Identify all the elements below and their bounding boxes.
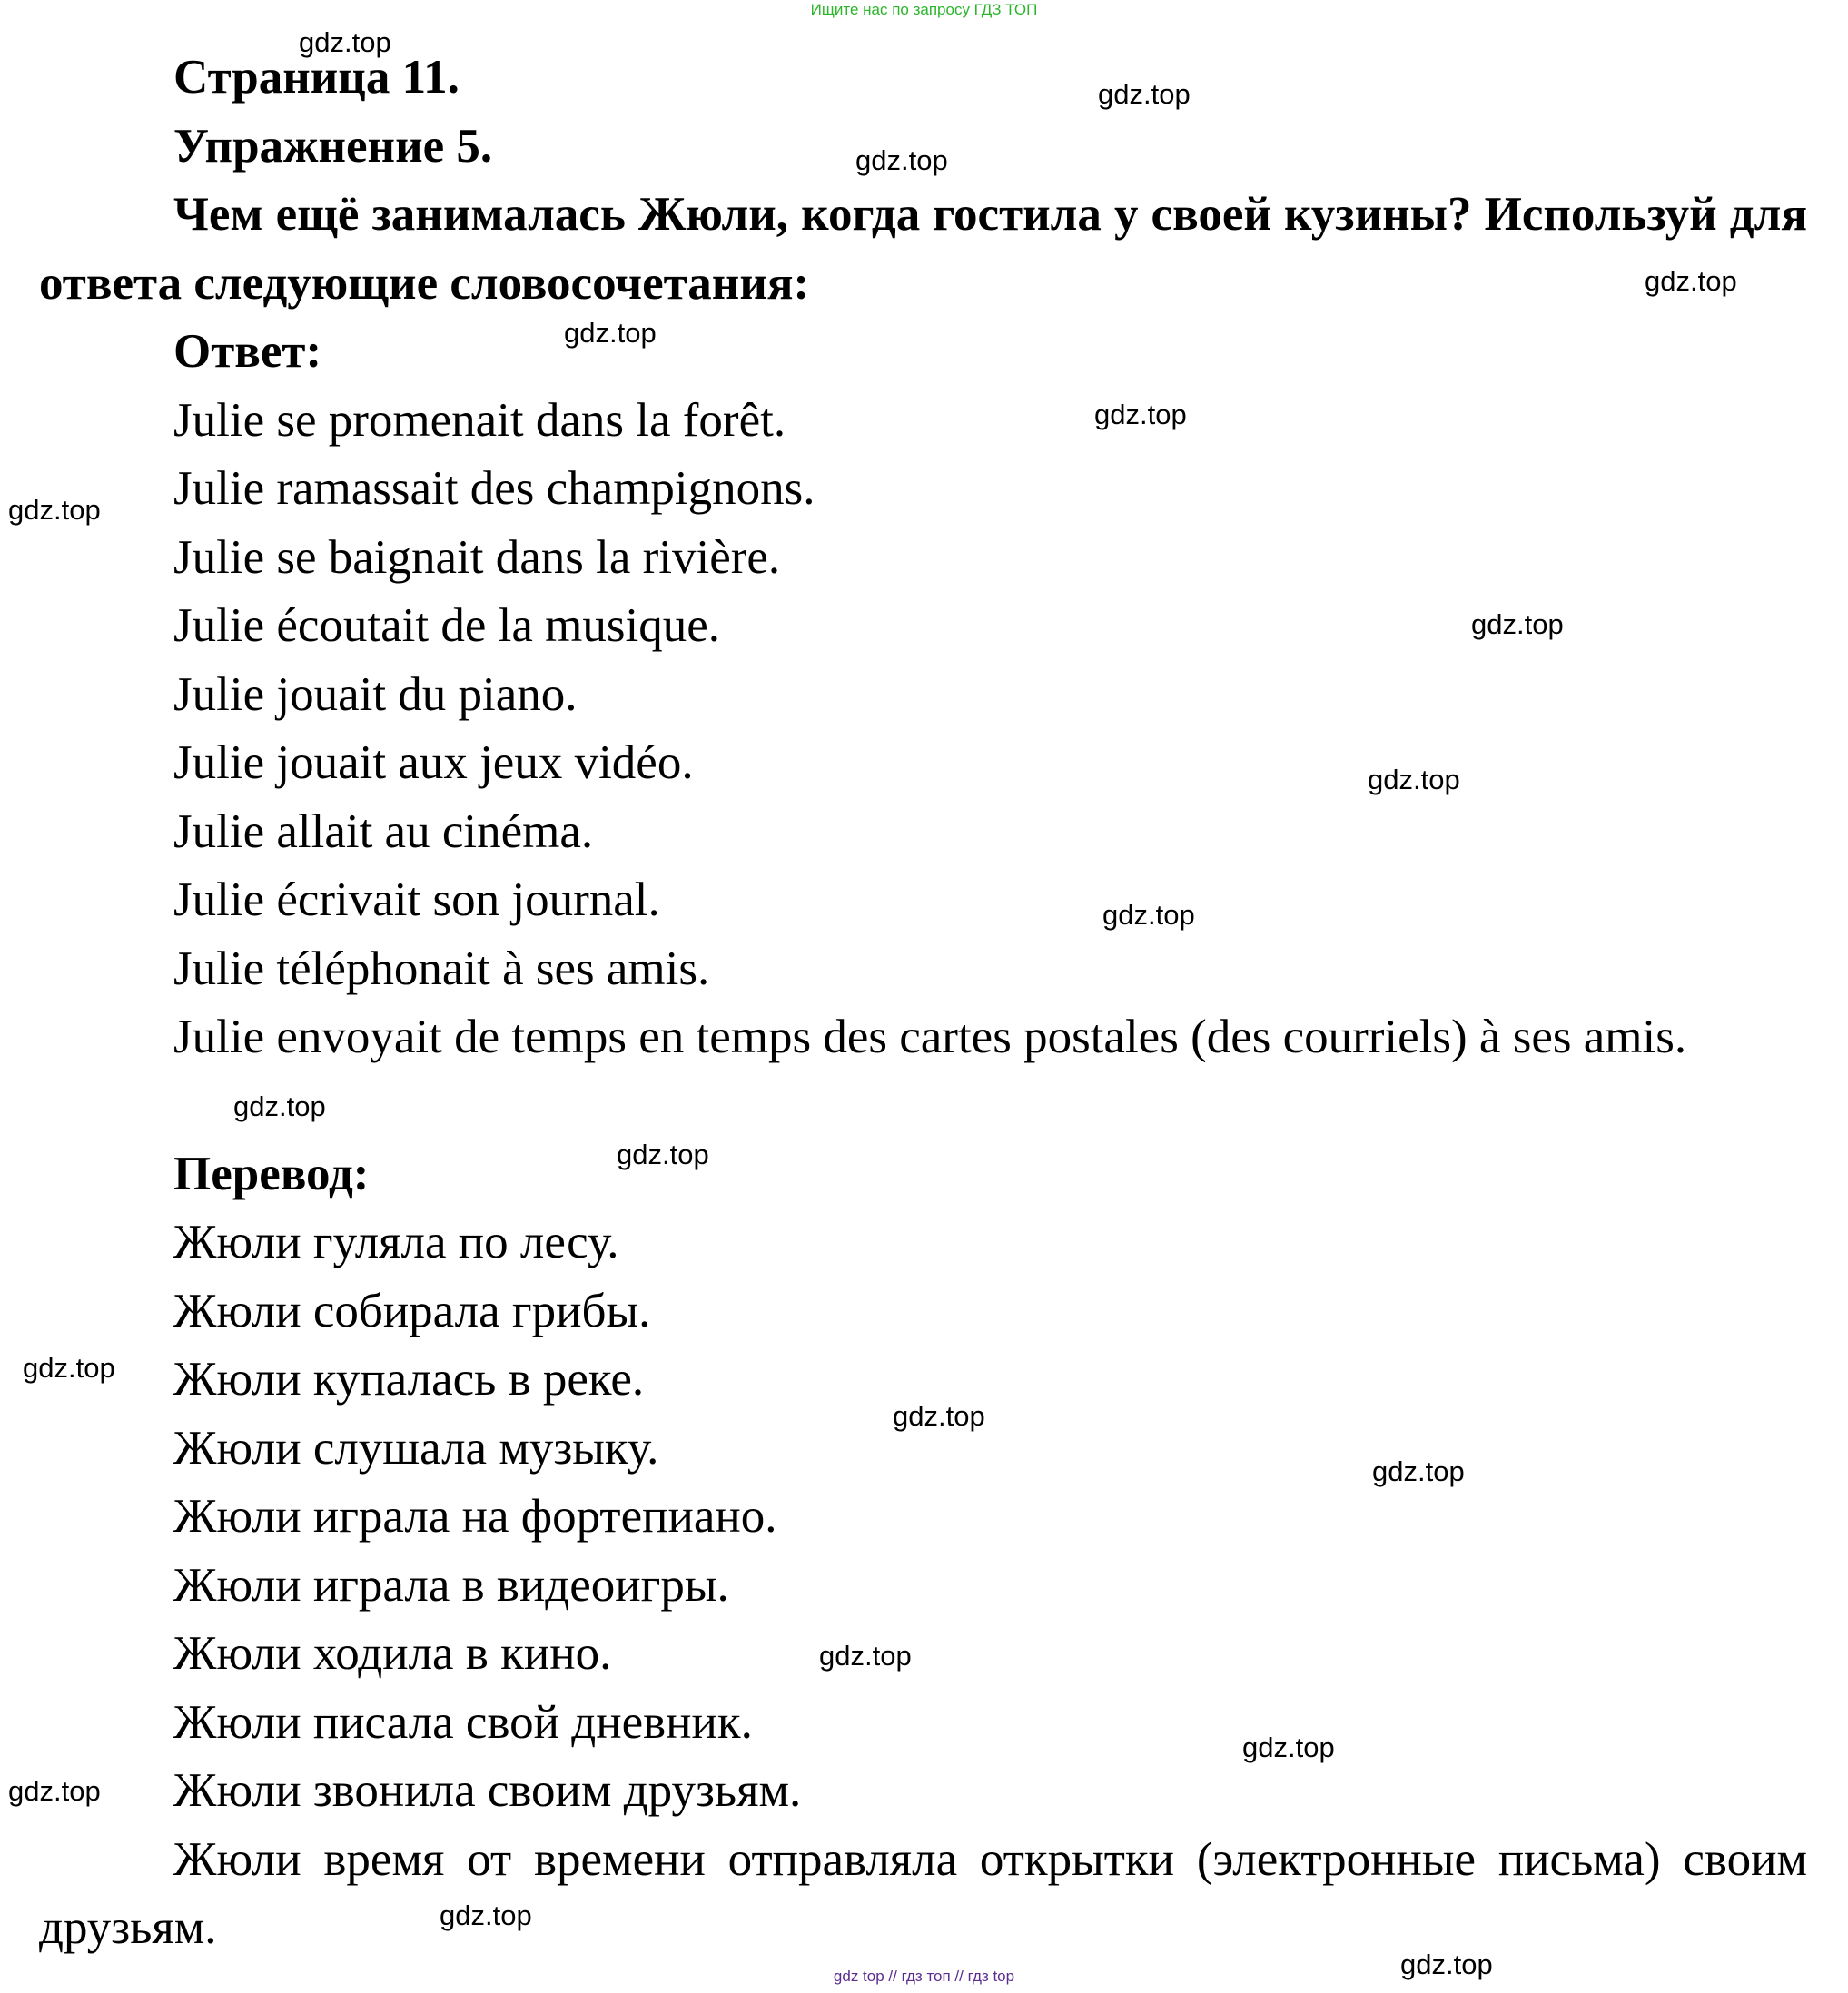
translation-line-last: Жюли время от времени отправляла открытки (электронные письма) своим друзьям. <box>39 1832 1807 1954</box>
translation-line: Жюли ходила в кино. <box>173 1627 612 1680</box>
watermark: gdz.top <box>8 494 101 526</box>
watermark: gdz.top <box>1372 1455 1465 1487</box>
translation-line: Жюли писала свой дневник. <box>173 1695 753 1749</box>
task-text: Чем ещё занималась Жюли, когда гостила у своей кузины? Используй для ответа следующие словосочетания: <box>39 188 1807 310</box>
watermark: gdz.top <box>564 317 657 349</box>
watermark: gdz.top <box>1400 1949 1493 1980</box>
exercise-title: Упражнение 5. <box>173 119 493 173</box>
answer-heading: Ответ: <box>173 325 322 378</box>
translation-line: Жюли слушала музыку. <box>173 1421 659 1475</box>
answer-line: Julie téléphonait à ses amis. <box>173 942 710 995</box>
page-title: Страница 11. <box>173 51 460 104</box>
watermark: gdz.top <box>617 1139 709 1170</box>
answer-line: Julie envoyait de temps en temps des cartes postales (des courriels) à ses amis. <box>173 1011 1687 1063</box>
translation-line: Жюли играла в видеоигры. <box>173 1558 729 1612</box>
answer-line: Julie se promenait dans la forêt. <box>173 393 786 447</box>
watermark: gdz.top <box>1645 265 1737 297</box>
watermark: gdz.top <box>1471 608 1564 640</box>
watermark: gdz.top <box>819 1640 912 1672</box>
answer-line: Julie allait au cinéma. <box>173 804 594 858</box>
answer-line: Julie ramassait des champignons. <box>173 462 815 515</box>
watermark: gdz.top <box>299 26 391 58</box>
watermark: gdz.top <box>1094 399 1187 430</box>
watermark: gdz.top <box>440 1899 532 1931</box>
translation-line: Жюли купалась в реке. <box>173 1353 645 1406</box>
translation-line: Жюли играла на фортепиано. <box>173 1490 777 1543</box>
footer: gdz top // гдз топ // гдз top <box>833 1968 1015 1985</box>
answer-line: Julie écoutait de la musique. <box>173 599 720 652</box>
watermark: gdz.top <box>1368 764 1460 795</box>
answer-line: Julie jouait aux jeux vidéo. <box>173 736 694 789</box>
watermark: gdz.top <box>233 1090 326 1122</box>
watermark: gdz.top <box>893 1400 985 1432</box>
translation-heading: Перевод: <box>173 1147 370 1200</box>
watermark: gdz.top <box>1102 899 1195 931</box>
watermark: gdz.top <box>855 144 948 176</box>
top-banner: Ищите нас по запросу ГДЗ ТОП <box>810 1 1038 18</box>
document-body <box>39 44 1807 1963</box>
watermark: gdz.top <box>1098 78 1191 110</box>
translation-line: Жюли звонила своим друзьям. <box>173 1764 802 1817</box>
watermark: gdz.top <box>1242 1732 1335 1763</box>
translation-line: Жюли гуляла по лесу. <box>173 1216 619 1268</box>
watermark: gdz.top <box>23 1352 115 1384</box>
answer-line: Julie jouait du piano. <box>173 667 578 721</box>
answer-line: Julie écrivait son journal. <box>173 873 660 926</box>
answer-line: Julie se baignait dans la rivière. <box>173 530 781 584</box>
translation-line: Жюли собирала грибы. <box>173 1284 651 1337</box>
watermark: gdz.top <box>8 1775 101 1807</box>
